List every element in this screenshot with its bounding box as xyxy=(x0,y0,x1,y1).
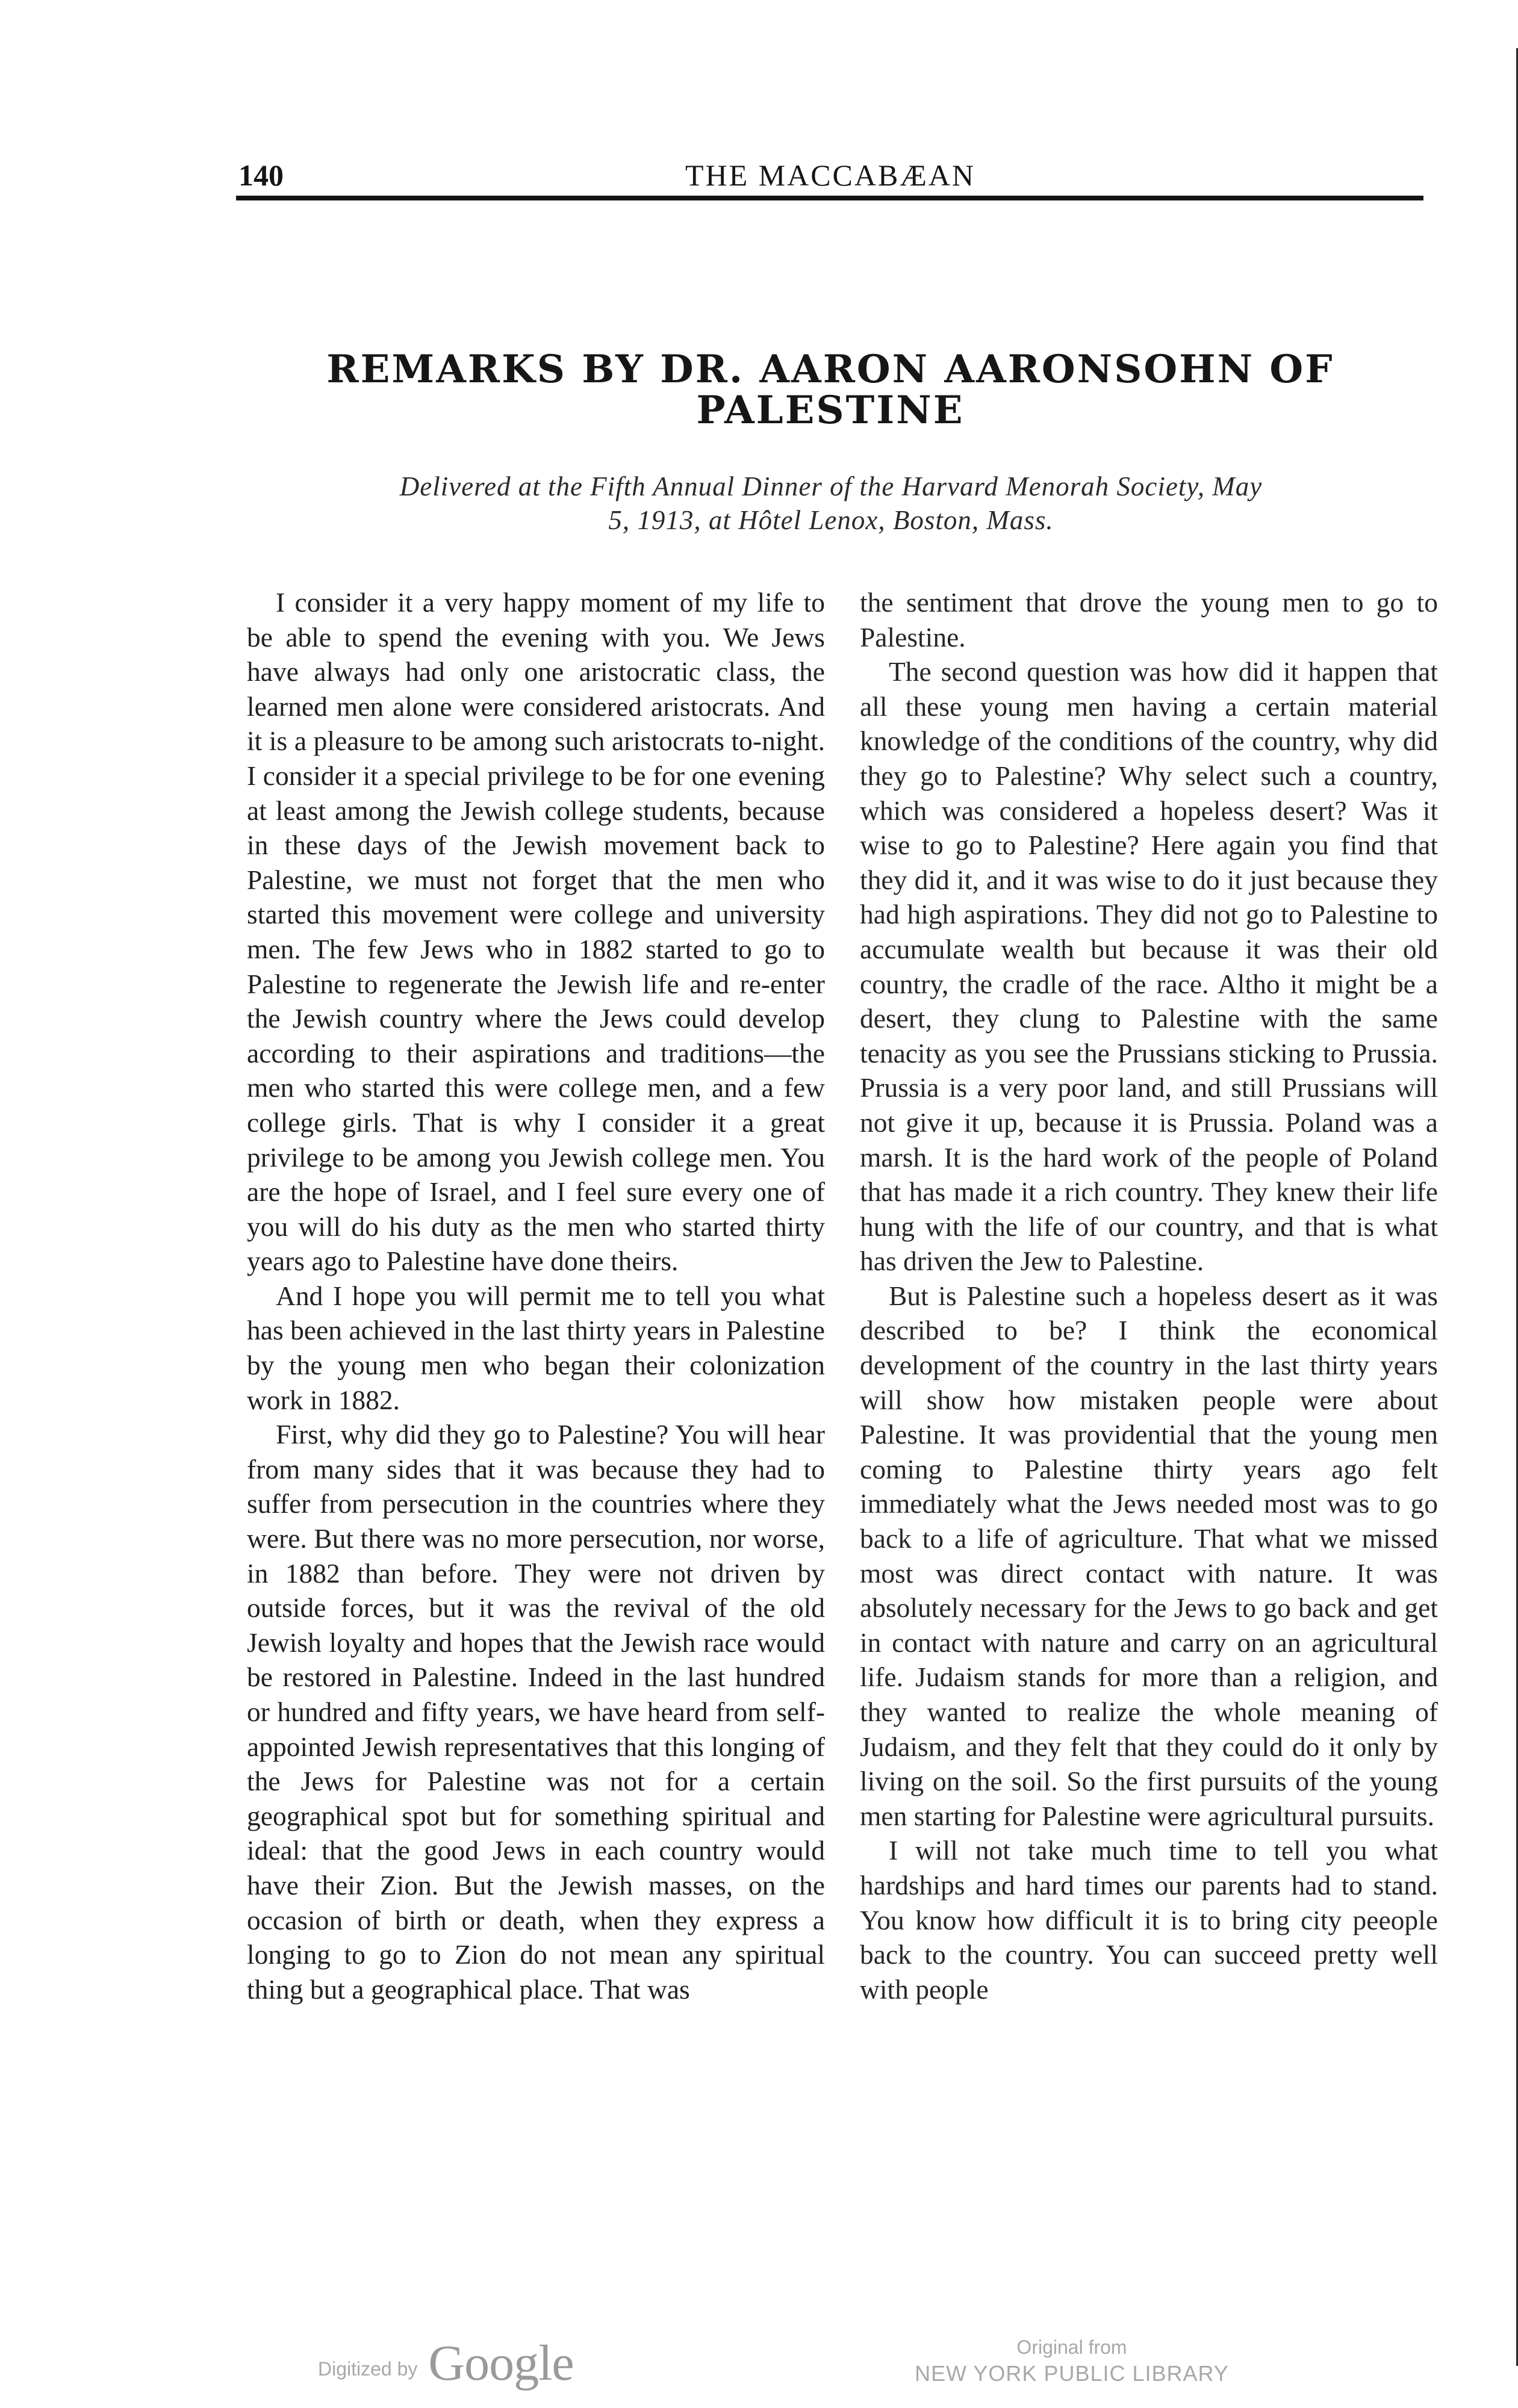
subtitle-line-2: 5, 1913, at Hôtel Lenox, Boston, Mass. xyxy=(608,505,1054,535)
title-line-1: REMARKS BY DR. AARON AARONSOHN OF xyxy=(326,347,1334,392)
paragraph-continued: the sentiment that drove the young men to go to Palestine. xyxy=(860,587,1438,653)
original-label: Original from xyxy=(1016,2336,1127,2358)
paragraph: I will not take much time to tell you what hardships and hard times our parents had to stand. You know how difficult it is to bring city peeople back to the country. You can succeed pretty well with people xyxy=(860,1835,1438,2005)
running-header xyxy=(238,158,1422,200)
paragraph: First, why did they go to Palestine? You will hear from many sides that it was because they had to suffer from persecution in the countries where they were. But there was no more persecution, nor worse, in 1882 than before. They were not driven by outside forces, but it was the revival of the old Jewish loyalty and hopes that the Jewish race would be restored in Palestine. Indeed in the last hundred or hundred and fifty years, we have heard from self-appointed Jewish representatives that this longing of the Jews for Palestine was not for a certain geographical spot but for something spiritual and ideal: that the good Jews in each country would have their Zion. But the Jewish masses, on the occasion of birth or death, when they express a longing to go to Zion do not mean any spiritual thing but a geographical place. That was xyxy=(247,1419,825,2005)
journal-title: THE MACCABÆAN xyxy=(685,158,976,192)
paragraph: And I hope you will permit me to tell you what has been achieved in the last thirty years in Palestine by the young men who began their colonization work in 1882. xyxy=(247,1280,825,1415)
article-title xyxy=(238,349,1422,431)
left-column xyxy=(247,585,825,2006)
paragraph: The second question was how did it happen that all these young men having a certain material knowledge of the conditions of the country, why did they go to Palestine? Why select such a country, which was considered a hopeless desert? Was it wise to go to Palestine? Here again you find that they did it, and it was wise to do it just because they had high aspirations. They did not go to Palestine to accumulate wealth but because it was their old country, the cradle of the race. Altho it might be a desert, they clung to Palestine with the same tenacity as you see the Prussians sticking to Prussia. Prussia is a very poor land, and still Prussians will not give it up, because it is Prussia. Poland was a marsh. It is the hard work of the people of Poland that has made it a rich country. They knew their life hung with the life of our country, and that is what has driven the Jew to Palestine. xyxy=(860,656,1438,1277)
header-rule xyxy=(236,196,1423,200)
paragraph: But is Palestine such a hopeless desert as it was described to be? I think the economical development of the country in the last thirty years will show how mistaken people were about Palestine. It was providential that the young men coming to Palestine thirty years ago felt immediately what the Jews needed most was to go back to a life of agriculture. That what we missed most was direct contact with nature. It was absolutely necessary for the Jews to go back and get in contact with nature and carry on an agricultural life. Judaism stands for more than a religion, and they wanted to realize the whole meaning of Judaism, and they felt that they could do it only by living on the soil. So the first pursuits of the young men starting for Palestine were agricultural pursuits. xyxy=(860,1280,1438,1831)
digitized-by-watermark xyxy=(318,2329,574,2389)
library-name: NEW YORK PUBLIC LIBRARY xyxy=(915,2361,1229,2386)
article-subtitle xyxy=(301,470,1361,537)
subtitle-line-1: Delivered at the Fifth Annual Dinner of the Harvard Menorah Society, May xyxy=(399,471,1263,501)
title-line-2: PALESTINE xyxy=(696,388,965,433)
page-number: 140 xyxy=(238,158,284,192)
google-logo: Google xyxy=(428,2335,574,2391)
original-source-watermark xyxy=(903,2335,1240,2388)
digitized-label: Digitized by xyxy=(318,2358,418,2380)
paragraph: I consider it a very happy moment of my life to be able to spend the evening with you. We Jews have always had only one aristocratic class, the learned men alone were considered aristocrats. And it is a pleasure to be among such aristocrats to-night. I consider it a special privilege to be for one evening at least among the Jewish college students, because in these days of the Jewish movement back to Palestine, we must not forget that the men who started this movement were college and university men. The few Jews who in 1882 started to go to Palestine to regenerate the Jewish life and re-enter the Jewish country where the Jews could develop according to their aspirations and traditions—the men who started this were college men, and a few college girls. That is why I consider it a great privilege to be among you Jewish college men. You are the hope of Israel, and I feel sure every one of you will do his duty as the men who started thirty years ago to Palestine have done theirs. xyxy=(247,587,825,1277)
right-column xyxy=(860,585,1438,2006)
